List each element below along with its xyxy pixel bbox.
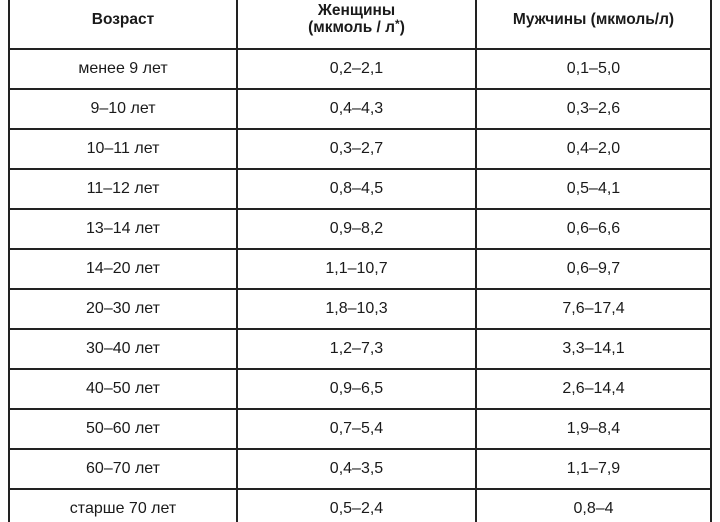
table-row [9,209,711,249]
table-body [9,49,711,522]
women-value-cell: 0,5–2,4 [237,489,476,522]
men-value-cell: 0,8–4 [476,489,711,522]
age-cell: 11–12 лет [9,169,237,209]
age-cell: 13–14 лет [9,209,237,249]
table-row [9,249,711,289]
men-value-cell: 2,6–14,4 [476,369,711,409]
age-cell: 60–70 лет [9,449,237,489]
table-row [9,449,711,489]
table-row [9,129,711,169]
men-value-cell: 0,5–4,1 [476,169,711,209]
women-value-cell: 0,9–6,5 [237,369,476,409]
age-cell: 50–60 лет [9,409,237,449]
header-women-unit: (мкмоль / л [308,19,396,36]
header-men [476,0,711,49]
header-women-close: ) [399,19,405,36]
women-value-cell: 0,2–2,1 [237,49,476,89]
table-row [9,49,711,89]
age-cell: 30–40 лет [9,329,237,369]
header-row [9,0,711,49]
men-value-cell: 3,3–14,1 [476,329,711,369]
age-cell: 10–11 лет [9,129,237,169]
women-value-cell: 0,7–5,4 [237,409,476,449]
men-value-cell: 0,6–9,7 [476,249,711,289]
footnote-star: * [395,17,400,31]
women-value-cell: 1,2–7,3 [237,329,476,369]
age-cell: старше 70 лет [9,489,237,522]
women-value-cell: 0,4–3,5 [237,449,476,489]
header-age [9,0,237,49]
table-row [9,329,711,369]
age-cell: 14–20 лет [9,249,237,289]
men-value-cell: 1,1–7,9 [476,449,711,489]
table-row [9,369,711,409]
men-value-cell: 0,1–5,0 [476,49,711,89]
header-men-label: Мужчины (мкмоль/л) [512,10,675,28]
women-value-cell: 1,1–10,7 [237,249,476,289]
women-value-cell: 1,8–10,3 [237,289,476,329]
women-value-cell: 0,8–4,5 [237,169,476,209]
hormone-norms-table [8,0,712,522]
women-value-cell: 0,4–4,3 [237,89,476,129]
men-value-cell: 1,9–8,4 [476,409,711,449]
header-women-line2 [238,19,475,36]
table-row [9,489,711,522]
men-value-cell: 0,6–6,6 [476,209,711,249]
header-women [237,0,476,49]
header-women-line1: Женщины [317,2,396,19]
men-value-cell: 0,3–2,6 [476,89,711,129]
header-age-label: Возраст [91,10,155,28]
age-cell: 20–30 лет [9,289,237,329]
table-header [9,0,711,49]
age-cell: 9–10 лет [9,89,237,129]
men-value-cell: 0,4–2,0 [476,129,711,169]
age-cell: менее 9 лет [9,49,237,89]
table-row [9,289,711,329]
table-row [9,89,711,129]
table-row [9,169,711,209]
women-value-cell: 0,9–8,2 [237,209,476,249]
age-cell: 40–50 лет [9,369,237,409]
table-row [9,409,711,449]
women-value-cell: 0,3–2,7 [237,129,476,169]
men-value-cell: 7,6–17,4 [476,289,711,329]
